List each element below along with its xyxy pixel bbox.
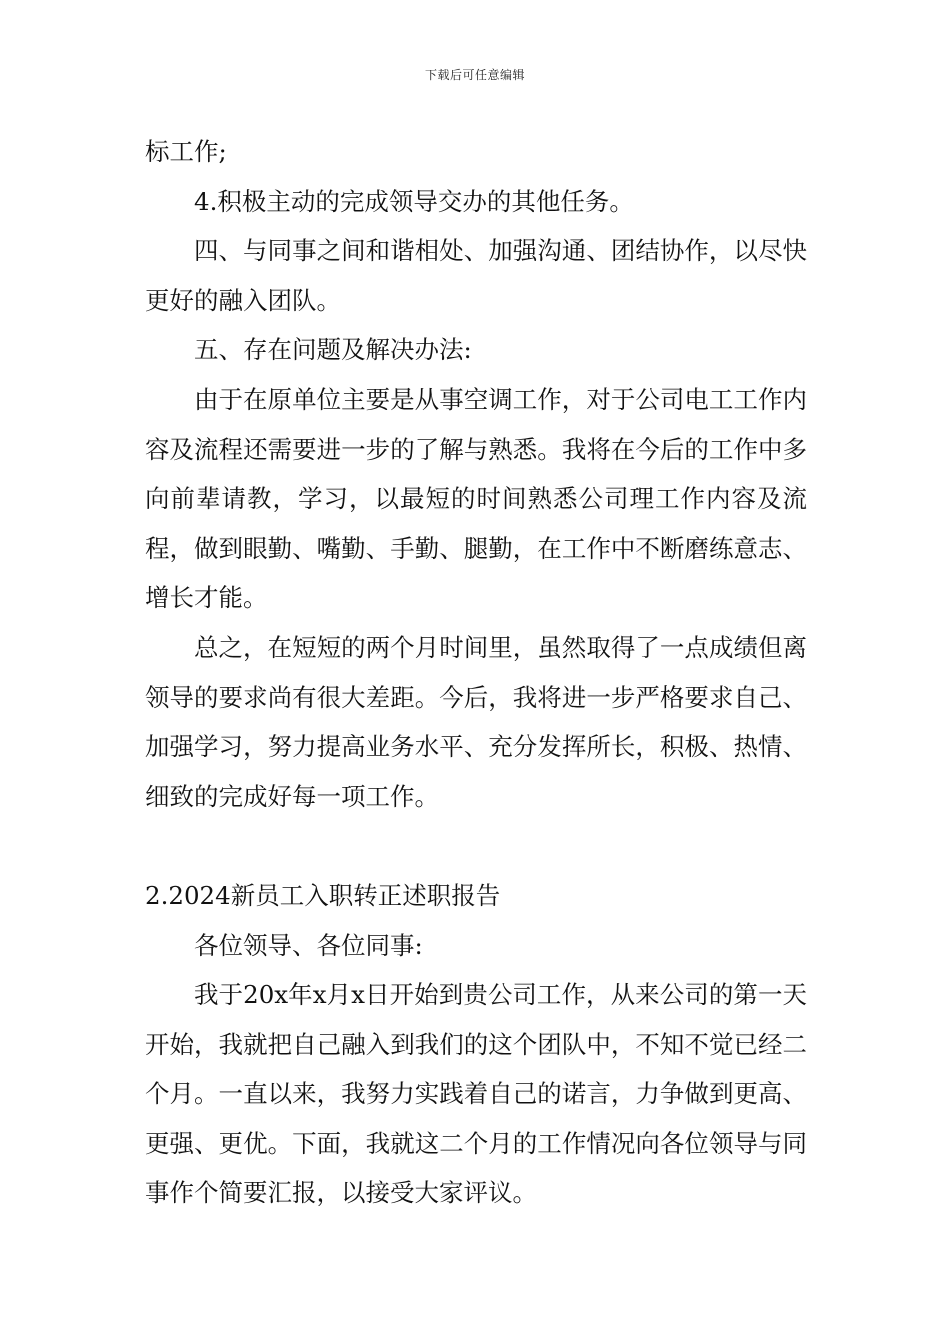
paragraph-continuation: 标工作; [145, 137, 227, 166]
paragraph-conclusion: 总之，在短短的两个月时间里，虽然取得了一点成绩但离领导的要求尚有很大差距。今后，我将进一步严格要求自己、加强学习，努力提高业务水平、充分发挥所长，积极、热情、细致的完成好每一项工作。 [145, 632, 807, 811]
paragraph-section-5-heading: 五、存在问题及解决办法: [194, 335, 472, 365]
section-gap [145, 821, 807, 871]
document-body [145, 127, 807, 1218]
paragraph-section-4: 四、与同事之间和谐相处、加强沟通、团结协作，以尽快更好的融入团队。 [145, 236, 807, 315]
section-2-intro: 我于20x年x月x日开始到贵公司工作，从来公司的第一天开始，我就把自己融入到我们的这个团队中，不知不觉已经二个月。一直以来，我努力实践着自己的诺言，力争做到更高、更强、更优。下面，我就这二个月的工作情况向各位领导与同事作个简要汇报，以接受大家评议。 [145, 980, 807, 1208]
paragraph-problems-solutions: 由于在原单位主要是从事空调工作，对于公司电工工作内容及流程还需要进一步的了解与熟悉。我将在今后的工作中多向前辈请教，学习，以最短的时间熟悉公司理工作内容及流程，做到眼勤、嘴勤、手勤、腿勤，在工作中不断磨练意志、增长才能。 [145, 384, 807, 613]
page-header-note: 下载后可任意编辑 [424, 68, 525, 82]
paragraph-item-4: 4.积极主动的完成领导交办的其他任务。 [194, 186, 634, 216]
section-2-title: 2.2024新员工入职转正述职报告 [145, 880, 501, 910]
section-2-salutation: 各位领导、各位同事: [194, 930, 423, 960]
